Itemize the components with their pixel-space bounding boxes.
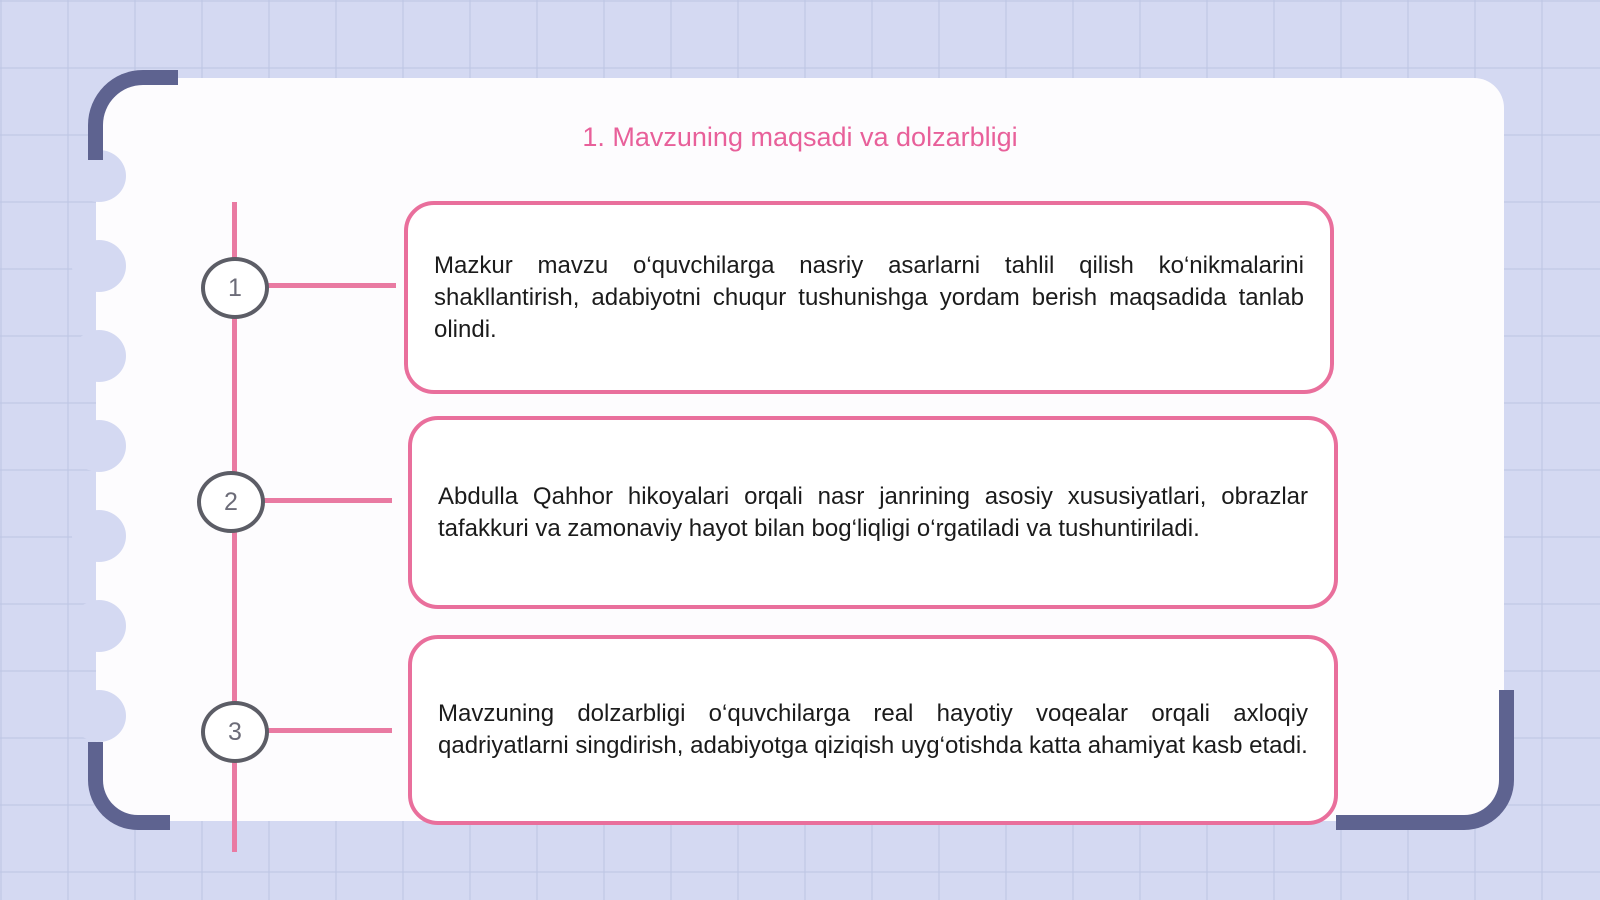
- content-card-1: [404, 201, 1334, 394]
- card-text: Abdulla Qahhor hikoyalari orqali nasr janrining asosiy xususiyatlari, obrazlar tafakkuri va zamonaviy hayot bilan bog‘liqligi o‘rgatiladi va tushuntiriladi.: [438, 482, 1308, 542]
- content-card-3: [408, 635, 1338, 825]
- step-number: 3: [228, 717, 242, 746]
- slide-title: 1. Mavzuning maqsadi va dolzarbligi: [582, 122, 1018, 152]
- paper-notch: [72, 600, 126, 652]
- content-card-2: [408, 416, 1338, 609]
- paper-notch: [72, 330, 126, 382]
- card-text: Mazkur mavzu o‘quvchilarga nasriy asarlarni tahlil qilish ko‘nikmalarini shakllantirish, adabiyotni chuqur tushunishga yordam berish maqsadida tanlab olindi.: [434, 251, 1304, 343]
- paper-notch: [72, 240, 126, 292]
- corner-bracket-bottom-right: [1336, 690, 1514, 830]
- step-number: 2: [224, 487, 238, 516]
- step-number: 1: [228, 273, 242, 302]
- timeline-connector-2: [264, 498, 392, 503]
- corner-bracket-bottom-left: [88, 742, 170, 830]
- timeline-connector-3: [268, 728, 392, 733]
- paper-notch: [72, 510, 126, 562]
- step-number-circle-2: [197, 471, 265, 533]
- card-text: Mavzuning dolzarbligi o‘quvchilarga real hayotiy voqealar orqali axloqiy qadriyatlarni singdirish, adabiyotga qiziqish uyg‘otishda katta ahamiyat kasb etadi.: [438, 700, 1308, 759]
- timeline-connector-1: [268, 283, 396, 288]
- step-number-circle-3: [201, 701, 269, 763]
- paper-notch: [72, 420, 126, 472]
- step-number-circle-1: [201, 257, 269, 319]
- paper-notch: [72, 690, 126, 742]
